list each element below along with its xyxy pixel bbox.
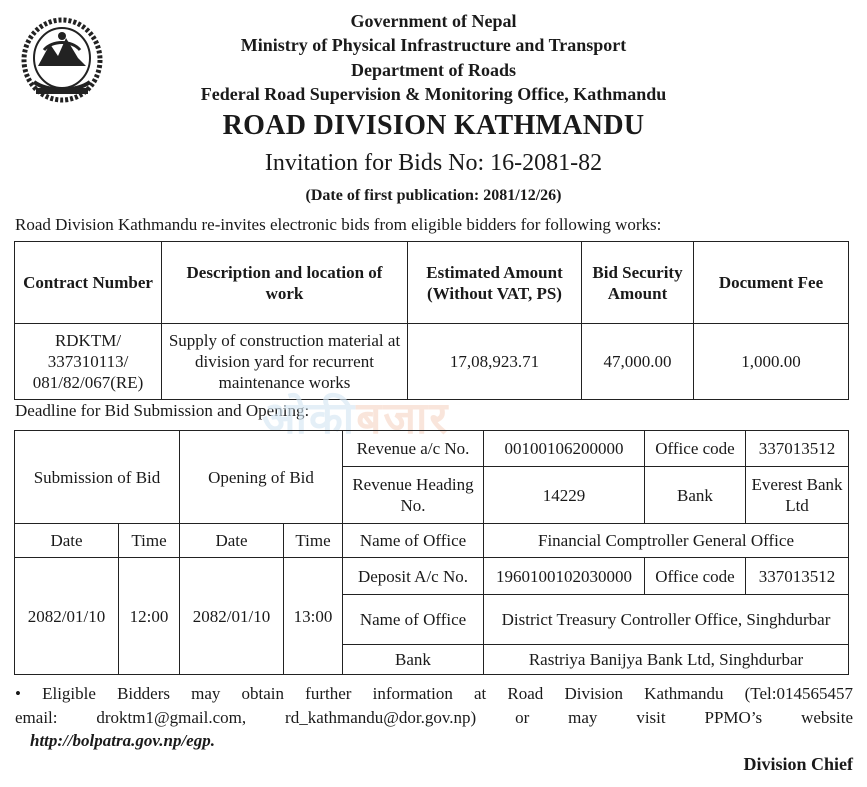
revenue-heading-value: 14229 — [484, 467, 645, 524]
opening-time: 13:00 — [284, 558, 343, 675]
signatory: Division Chief — [743, 754, 853, 774]
revenue-ac-label: Revenue a/c No. — [343, 431, 484, 467]
name-of-office-label: Name of Office — [343, 524, 484, 558]
federal-office-title: Federal Road Supervision & Monitoring Office, Kathmandu — [200, 84, 667, 104]
info-line-1: • Eligible Bidders may obtain further information at Road Division Kathmandu (Tel:014565457 — [15, 684, 853, 703]
deposit-ac-value: 1960100102030000 — [484, 558, 645, 595]
intro-text: Road Division Kathmandu re-invites electronic bids from eligible bidders for following works: — [15, 215, 662, 234]
office-code-label: Office code — [645, 431, 746, 467]
opening-date: 2082/01/10 — [180, 558, 284, 675]
info-line-2: email: droktm1@gmail.com, rd_kathmandu@dor.gov.np) or may visit PPMO’s website — [15, 708, 853, 727]
bank-label-2: Bank — [343, 645, 484, 675]
office-code-label-2: Office code — [645, 558, 746, 595]
bank-label: Bank — [645, 467, 746, 524]
col-bid-security: Bid Security Amount — [582, 242, 694, 324]
revenue-heading-label: Revenue Heading No. — [343, 467, 484, 524]
submission-date: 2082/01/10 — [15, 558, 119, 675]
division-title: ROAD DIVISION KATHMANDU — [222, 110, 645, 141]
deadline-table — [14, 430, 849, 675]
table-row — [15, 431, 849, 467]
department-title: Department of Roads — [351, 60, 516, 80]
office-code-value: 337013512 — [746, 431, 849, 467]
name-of-office-value-2: District Treasury Controller Office, Singhdurbar — [484, 595, 849, 645]
government-title: Government of Nepal — [350, 11, 517, 31]
cell-document-fee: 1,000.00 — [694, 324, 849, 400]
watermark-part-1: ओकी — [262, 393, 357, 444]
table-row — [15, 558, 849, 595]
deposit-ac-label: Deposit A/c No. — [343, 558, 484, 595]
submission-time-label: Time — [119, 524, 180, 558]
opening-of-bid-label: Opening of Bid — [180, 431, 343, 524]
name-of-office-label-2: Name of Office — [343, 595, 484, 645]
col-document-fee: Document Fee — [694, 242, 849, 324]
submission-date-label: Date — [15, 524, 119, 558]
ministry-title: Ministry of Physical Infrastructure and Transport — [240, 35, 627, 55]
table-row — [15, 524, 849, 558]
works-table — [14, 241, 849, 400]
cell-estimated-amount: 17,08,923.71 — [408, 324, 582, 400]
table-header-row — [15, 242, 849, 324]
office-code-value-2: 337013512 — [746, 558, 849, 595]
cell-contract-number: RDKTM/ 337310113/ 081/82/067(RE) — [15, 324, 162, 400]
invitation-number: Invitation for Bids No: 16-2081-82 — [264, 150, 603, 176]
revenue-ac-value: 00100106200000 — [484, 431, 645, 467]
cell-description: Supply of construction material at division yard for recurrent maintenance works — [162, 324, 408, 400]
deadline-label: Deadline for Bid Submission and Opening: — [15, 401, 310, 420]
bank-value: Everest Bank Ltd — [746, 467, 849, 524]
name-of-office-value: Financial Comptroller General Office — [484, 524, 849, 558]
watermark-part-2: बजार — [356, 393, 450, 444]
opening-time-label: Time — [284, 524, 343, 558]
col-description: Description and location of work — [162, 242, 408, 324]
submission-time: 12:00 — [119, 558, 180, 675]
bank-value-2: Rastriya Banijya Bank Ltd, Singhdurbar — [484, 645, 849, 675]
opening-date-label: Date — [180, 524, 284, 558]
first-publication-date: (Date of first publication: 2081/12/26) — [305, 187, 562, 204]
submission-of-bid-label: Submission of Bid — [15, 431, 180, 524]
website-link[interactable]: http://bolpatra.gov.np/egp. — [30, 731, 215, 750]
cell-bid-security: 47,000.00 — [582, 324, 694, 400]
col-contract-number: Contract Number — [15, 242, 162, 324]
col-estimated-amount: Estimated Amount (Without VAT, PS) — [408, 242, 582, 324]
